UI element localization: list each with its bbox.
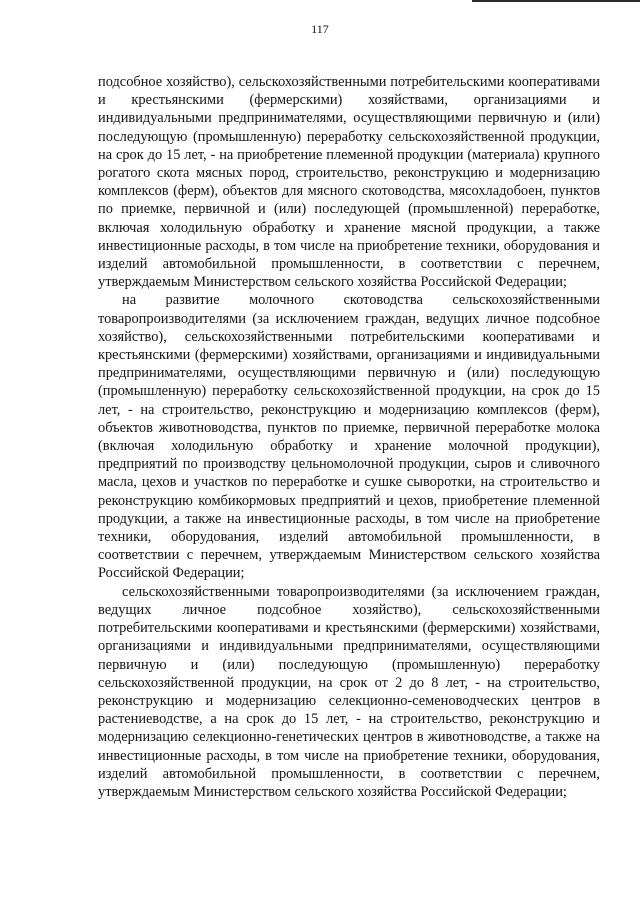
scan-edge-mark xyxy=(472,0,640,2)
paragraph-breeding-centers: сельскохозяйственными товаропроизводителями (за исключением граждан, ведущих личное подсобное хозяйство), сельскохозяйственными потребительскими кооперативами и крестьянскими (фермерскими) хозяйствами, организациями и индивидуальными предпринимателями, осуществляющими первичную и (или) последующую (промышленную) переработку сельскохозяйственной продукции, на срок от 2 до 8 лет, - на строительство, реконструкцию и модернизацию селекционно-семеноводческих центров в растениеводстве, а на срок до 15 лет, - на строительство, реконструкцию и модернизацию селекционно-генетических центров в животноводстве, а также на инвестиционные расходы, в том числе на приобретение техники, оборудования, изделий автомобильной промышленности, в соответствии с перечнем, утверждаемым Министерством сельского хозяйства Российской Федерации; xyxy=(98,583,600,800)
paragraph-dairy-cattle: на развитие молочного скотоводства сельскохозяйственными товаропроизводителями (за исключением граждан, ведущих личное подсобное хозяйство), сельскохозяйственными потребительскими кооперативами и крестьянскими (фермерскими) хозяйствами, организациями и индивидуальными предпринимателями, осуществляющими первичную и (или) последующую (промышленную) переработку сельскохозяйственной продукции, на срок до 15 лет, - на строительство, реконструкцию и модернизацию комплексов (ферм), объектов животноводства, пунктов по приемке, первичной переработке молока (включая холодильную обработку и хранение молочной продукции), предприятий по производству цельномолочной продукции, сыров и сливочного масла, цехов и участков по переработке и сушке сыворотки, на строительство и реконструкцию комбикормовых предприятий и цехов, приобретение племенной продукции, а также на инвестиционные расходы, в том числе на приобретение техники, оборудования, изделий автомобильной промышленности, в соответствии с перечнем, утверждаемым Министерством сельского хозяйства Российской Федерации; xyxy=(98,292,600,582)
page-number: 117 xyxy=(311,22,329,36)
paragraph-continuation: подсобное хозяйство), сельскохозяйственными потребительскими кооперативами и крестьянскими (фермерскими) хозяйствами, организациями и индивидуальными предпринимателями, осуществляющими первичную и (или) последующую (промышленную) переработку сельскохозяйственной продукции, на срок до 15 лет, - на приобретение племенной продукции (материала) крупного рогатого скота мясных пород, строительство, реконструкцию и модернизацию комплексов (ферм), объектов для мясного скотоводства, мясохладобоен, пунктов по приемке, первичной и (или) последующей (промышленной) переработке, включая холодильную обработку и хранение мясной продукции, а также инвестиционные расходы, в том числе на приобретение техники, оборудования и изделий автомобильной промышленности, в соответствии с перечнем, утверждаемым Министерством сельского хозяйства Российской Федерации; xyxy=(98,74,600,291)
document-body xyxy=(98,73,600,801)
